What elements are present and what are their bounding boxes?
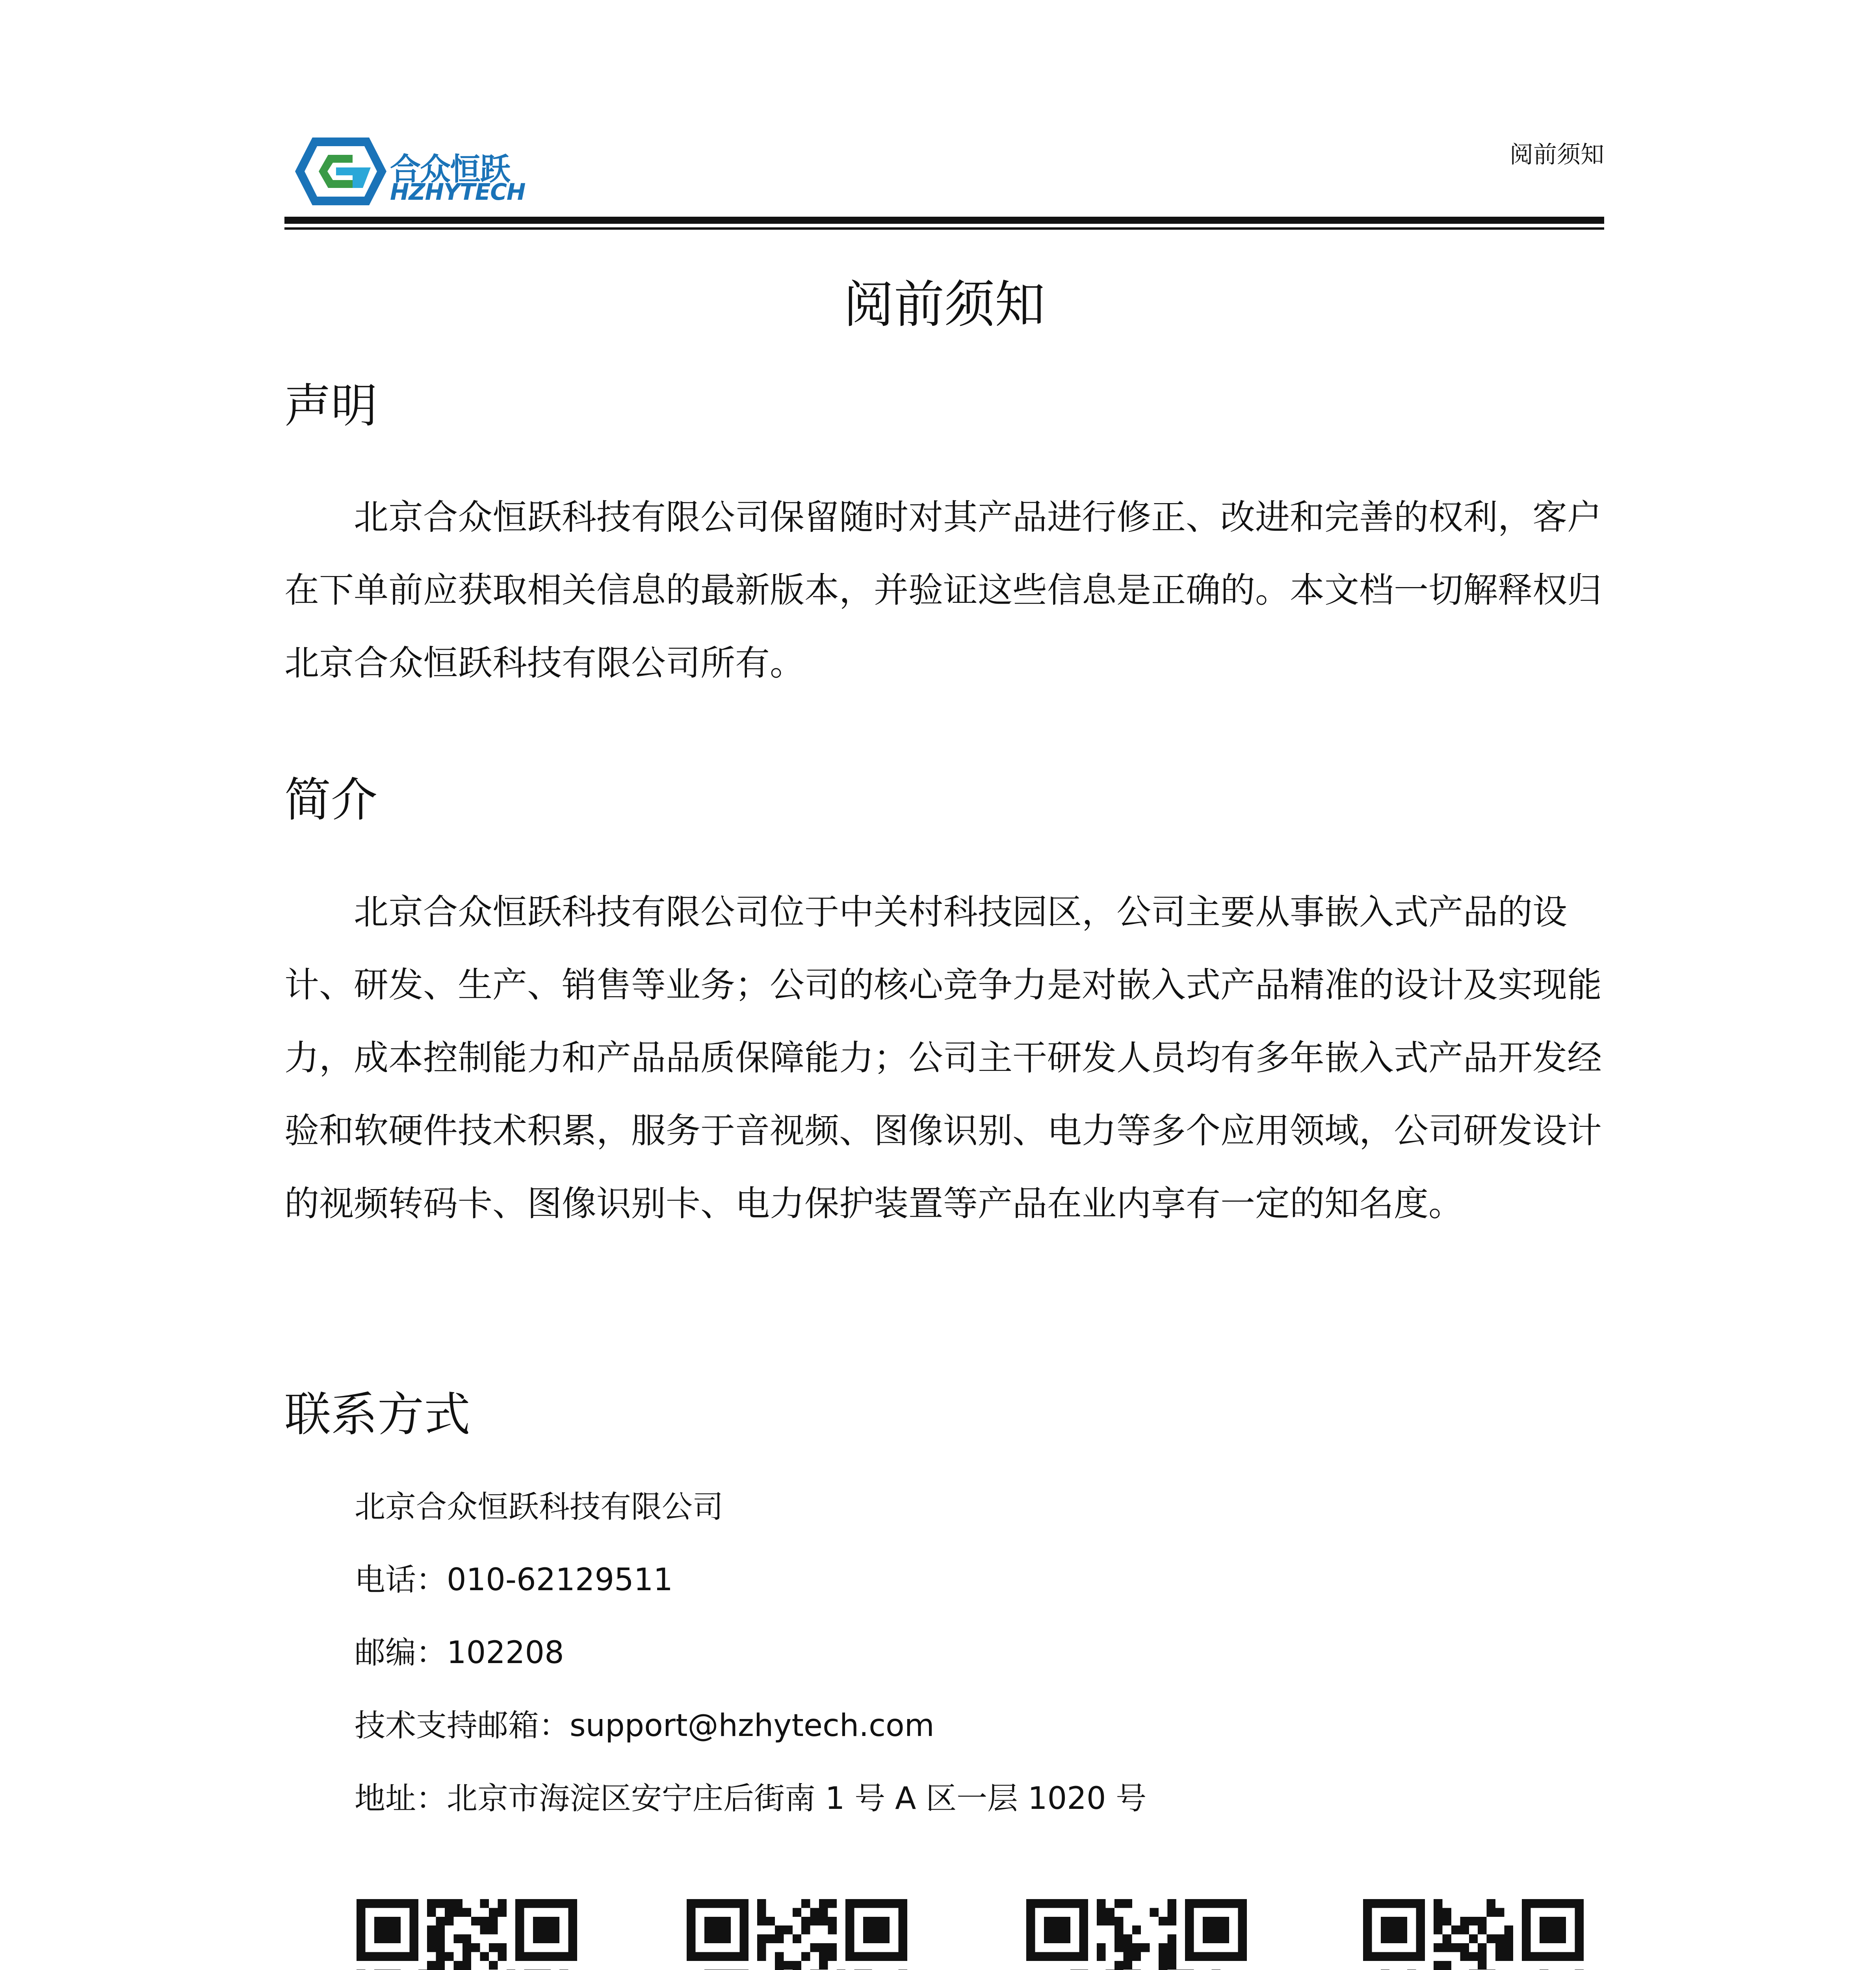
header-rule-thin [284, 227, 1604, 230]
contact-company: 北京合众恒跃科技有限公司 [355, 1489, 724, 1525]
intro-text: 北京合众恒跃科技有限公司位于中关村科技园区，公司主要从事嵌入式产品的设计、研发、生产、销售等业务；公司的核心竞争力是对嵌入式产品精准的设计及实现能力，成本控制能力和产品品质保障能力；公司主干研发人员均有多年嵌入式产品开发经验和软硬件技术积累，服务于音视频、图像识别、电力等多个应用领域，公司研发设计的视频转码卡、图像识别卡、电力保护装置等产品在业内享有一定的知名度。 [284, 892, 1602, 1224]
company-logo [293, 136, 546, 209]
qr-code-wechat-official[interactable] [357, 1899, 577, 1970]
hzhytech-logo-icon [293, 136, 388, 207]
running-header-title: 阅前须知 [1510, 141, 1604, 169]
contact-postcode: 邮编：102208 [355, 1635, 564, 1671]
header-rule-thick [284, 217, 1604, 224]
section-heading-statement: 声明 [284, 379, 378, 433]
section-heading-contact: 联系方式 [284, 1387, 471, 1442]
section-heading-intro: 简介 [284, 773, 378, 827]
qr-code-ai-store[interactable] [1363, 1899, 1584, 1970]
qr-code-wechat-work[interactable] [687, 1899, 907, 1970]
logo-english-text: HZHYTECH [390, 178, 526, 205]
intro-paragraph [284, 875, 1620, 1240]
qr-code-embedded-store[interactable] [1026, 1899, 1247, 1970]
page-title: 阅前须知 [843, 275, 1045, 334]
contact-phone: 电话：010-62129511 [355, 1562, 673, 1598]
contact-email[interactable]: 技术支持邮箱：support@hzhytech.com [355, 1708, 934, 1743]
statement-paragraph [284, 481, 1620, 699]
logo-chinese-text: 合众恒跃 [390, 152, 510, 187]
contact-address: 地址：北京市海淀区安宁庄后街南 1 号 A 区一层 1020 号 [355, 1781, 1147, 1816]
statement-text: 北京合众恒跃科技有限公司保留随时对其产品进行修正、改进和完善的权利，客户在下单前应获取相关信息的最新版本，并验证这些信息是正确的。本文档一切解释权归北京合众恒跃科技有限公司所有。 [284, 497, 1602, 683]
